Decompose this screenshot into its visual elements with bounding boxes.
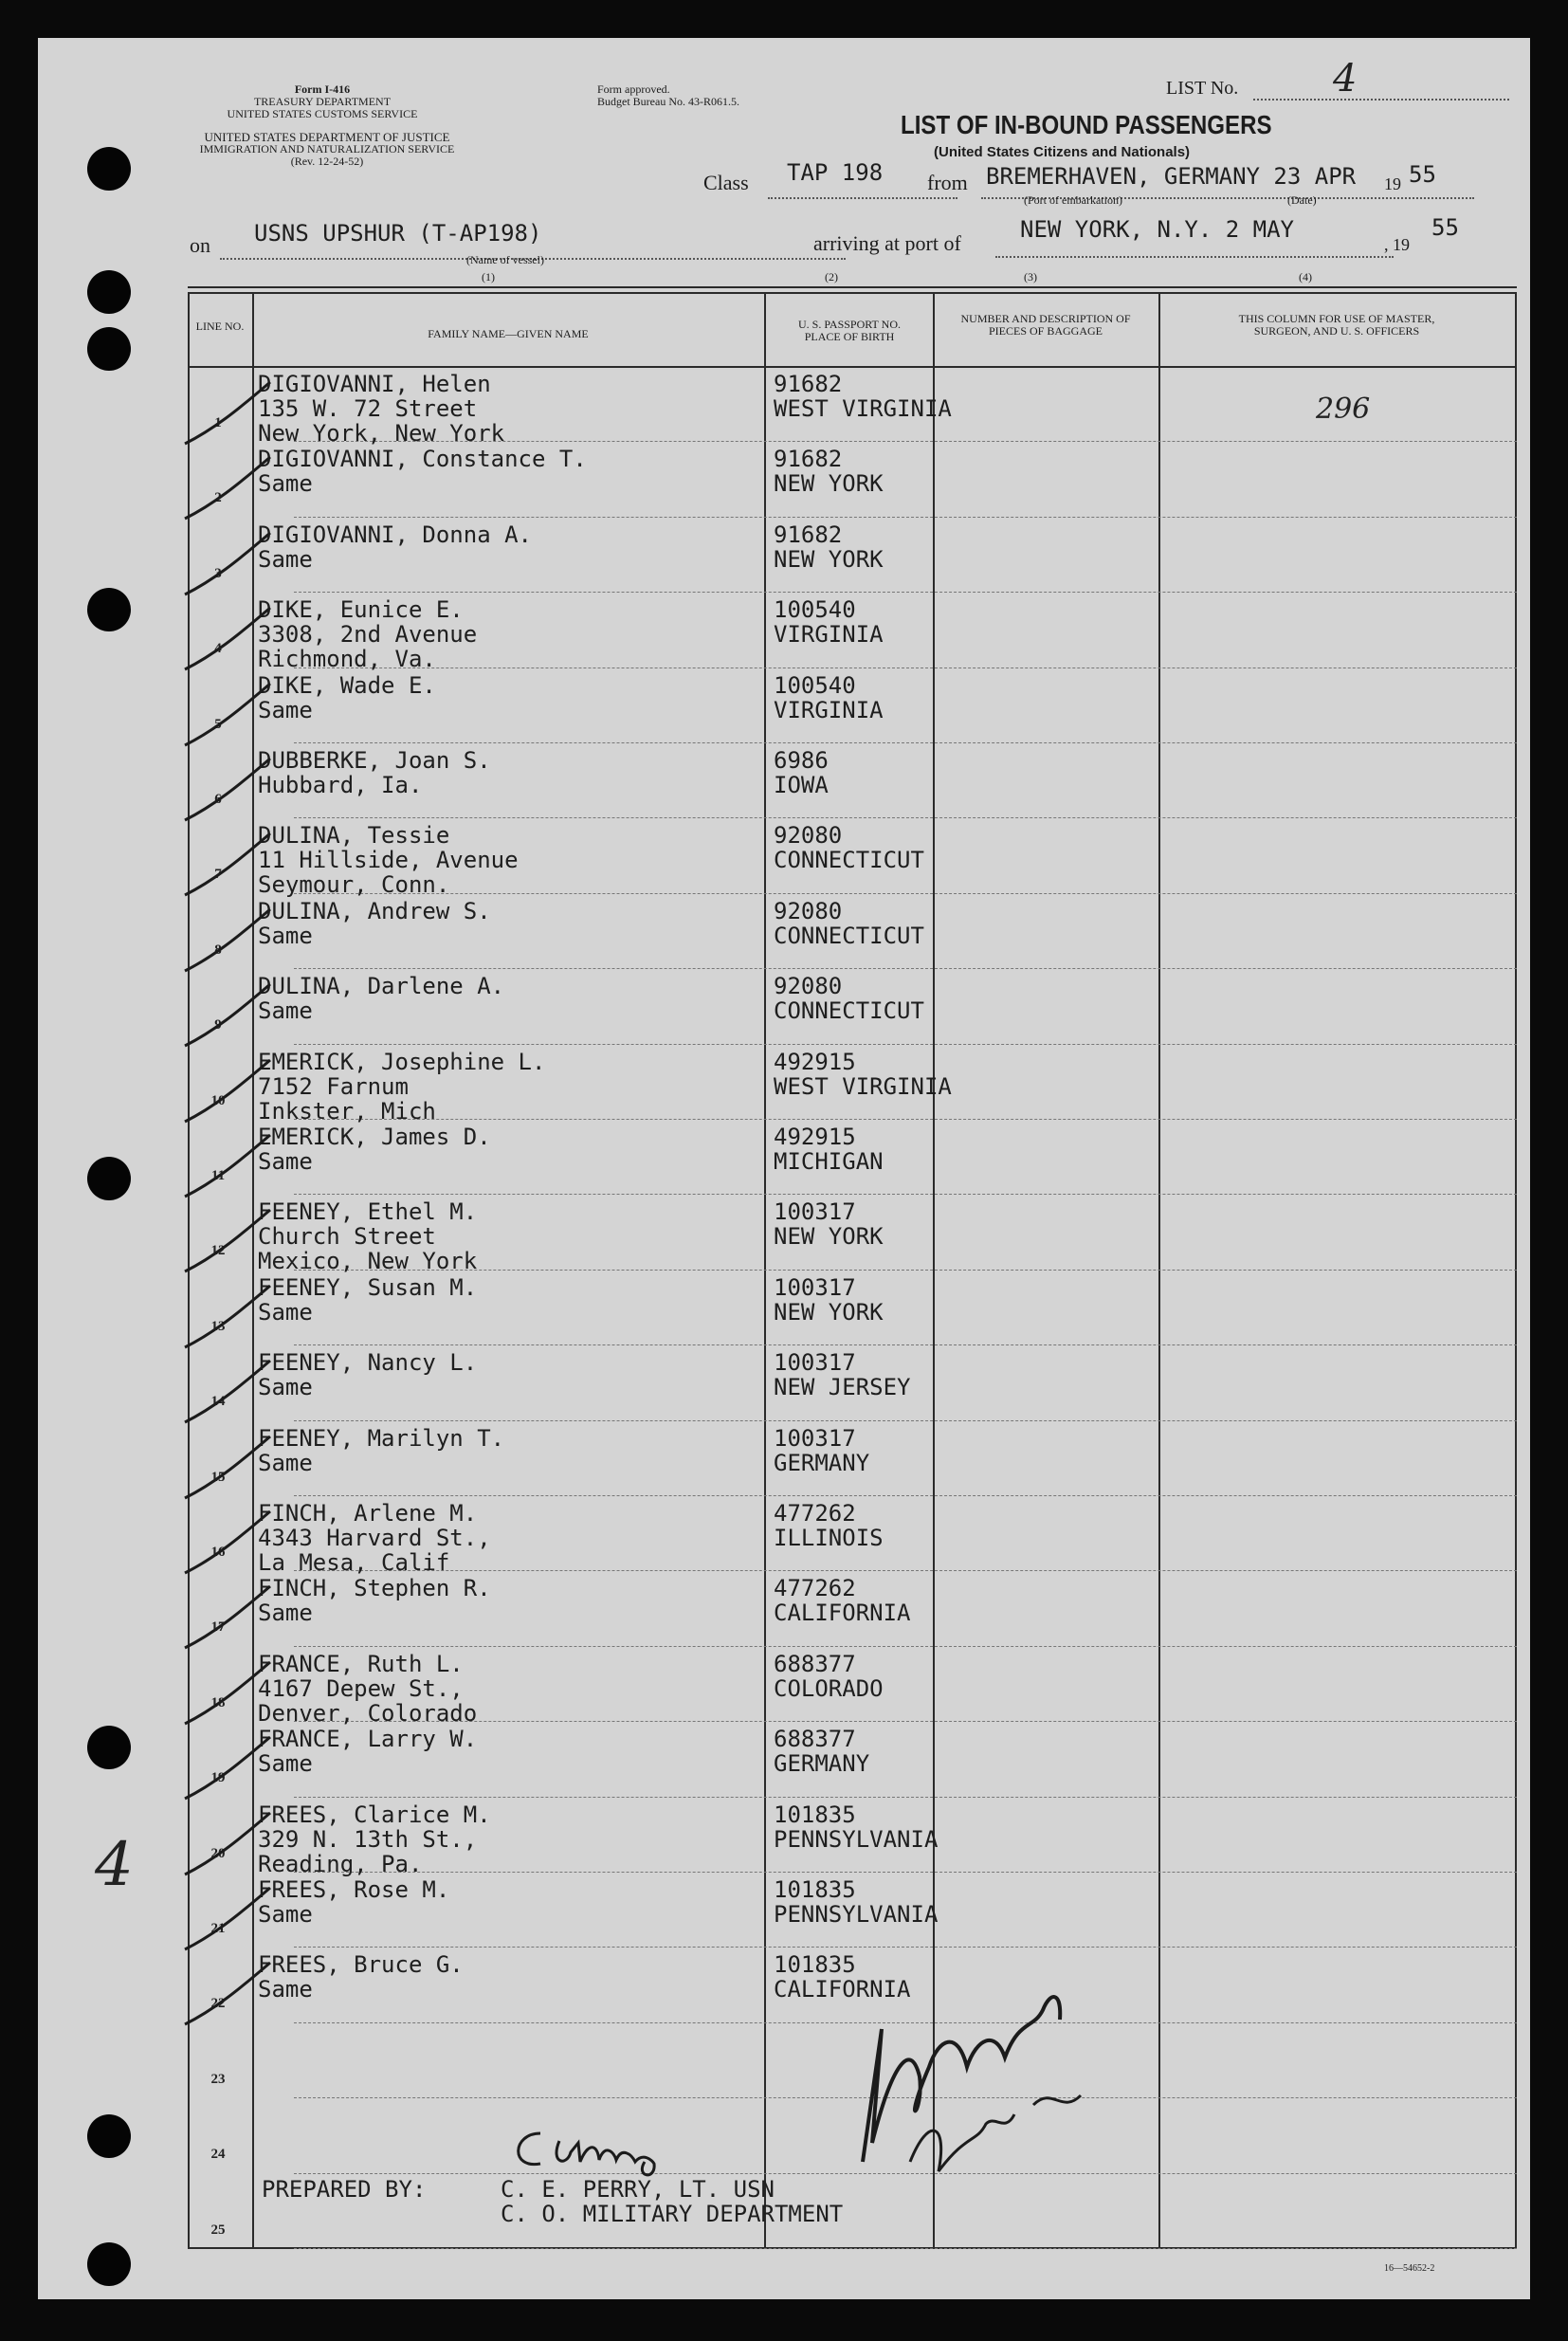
line-number: 12 bbox=[210, 1243, 226, 1259]
passenger-address-line: Seymour, Conn. bbox=[258, 871, 450, 899]
check-mark bbox=[180, 979, 275, 1055]
on-label: on bbox=[190, 233, 210, 257]
passport-number: 92080 bbox=[774, 973, 843, 1000]
passenger-name: FINCH, Arlene M. bbox=[258, 1500, 478, 1527]
row-separator bbox=[294, 1270, 1517, 1271]
passenger-address-line: 11 Hillside, Avenue bbox=[258, 847, 519, 874]
passenger-address-line: 135 W. 72 Street bbox=[258, 395, 478, 422]
check-mark bbox=[180, 679, 275, 755]
check-mark bbox=[180, 377, 275, 453]
line-number: 20 bbox=[210, 1845, 226, 1861]
passenger-name: DIKE, Wade E. bbox=[258, 671, 436, 699]
passport-number: 91682 bbox=[774, 446, 843, 473]
check-mark bbox=[180, 1281, 275, 1357]
passenger-name: EMERICK, Josephine L. bbox=[258, 1048, 546, 1075]
place-of-birth: WEST VIRGINIA bbox=[774, 1072, 952, 1100]
passenger-name: EMERICK, James D. bbox=[258, 1124, 491, 1150]
passport-number: 100317 bbox=[774, 1198, 856, 1226]
row-separator bbox=[294, 1194, 1517, 1195]
row-separator bbox=[294, 1872, 1517, 1873]
check-mark bbox=[180, 829, 275, 905]
passenger-manifest-page bbox=[38, 38, 1530, 2299]
check-mark bbox=[180, 754, 275, 830]
print-code: 16—54652-2 bbox=[1384, 2263, 1435, 2274]
header-name: FAMILY NAME—GIVEN NAME bbox=[428, 327, 589, 340]
passenger-address-line: Same bbox=[258, 1449, 313, 1476]
justice-dept: UNITED STATES DEPARTMENT OF JUSTICE bbox=[204, 130, 450, 144]
place-of-birth: CALIFORNIA bbox=[774, 1600, 911, 1627]
passenger-address-line: 3308, 2nd Avenue bbox=[258, 621, 478, 649]
passenger-name: FEENEY, Marilyn T. bbox=[258, 1424, 505, 1452]
row-separator bbox=[294, 1119, 1517, 1120]
row-separator bbox=[294, 817, 1517, 818]
line-number: 6 bbox=[214, 792, 222, 807]
date-caption: (Date) bbox=[1287, 193, 1317, 207]
passenger-address-line: Same bbox=[258, 1148, 313, 1175]
passenger-address-line: Denver, Colorado bbox=[258, 1699, 478, 1727]
passenger-address-line: Same bbox=[258, 470, 313, 498]
header-line-no: LINE NO. bbox=[195, 320, 245, 333]
vessel-caption: (Name of vessel) bbox=[466, 253, 544, 266]
passenger-address-line: Same bbox=[258, 1600, 313, 1627]
prepared-by-dept: C. O. MILITARY DEPARTMENT bbox=[501, 2201, 844, 2227]
place-of-birth: WEST VIRGINIA bbox=[774, 395, 952, 422]
line-number: 5 bbox=[214, 716, 222, 732]
line-number: 15 bbox=[210, 1469, 226, 1485]
form-approved: Form approved. bbox=[597, 82, 670, 96]
passenger-name: FEENEY, Susan M. bbox=[258, 1273, 478, 1301]
passenger-name: FREES, Bruce G. bbox=[258, 1951, 464, 1979]
passenger-name: DULINA, Andrew S. bbox=[258, 897, 491, 924]
passenger-name: FEENEY, Ethel M. bbox=[258, 1198, 478, 1226]
passenger-address-line: Same bbox=[258, 1976, 313, 2003]
line-number: 19 bbox=[210, 1770, 226, 1786]
punch-hole bbox=[87, 2242, 131, 2286]
passenger-address-line: Richmond, Va. bbox=[258, 646, 436, 673]
row-separator bbox=[294, 742, 1517, 743]
passenger-address-line: 329 N. 13th St., bbox=[258, 1825, 478, 1853]
passport-number: 91682 bbox=[774, 521, 843, 548]
page-subtitle: (United States Citizens and Nationals) bbox=[934, 144, 1191, 160]
place-of-birth: NEW YORK bbox=[774, 1223, 884, 1251]
check-mark bbox=[180, 1958, 275, 2034]
arrival-year: 55 bbox=[1431, 214, 1459, 241]
customs-service: UNITED STATES CUSTOMS SERVICE bbox=[227, 107, 418, 120]
passenger-name: DIGIOVANNI, Helen bbox=[258, 371, 491, 397]
place-of-birth: NEW JERSEY bbox=[774, 1374, 911, 1401]
passenger-address-line: Church Street bbox=[258, 1223, 436, 1251]
prepared-by-label: PREPARED BY: bbox=[262, 2176, 427, 2203]
passenger-name: DIKE, Eunice E. bbox=[258, 596, 464, 624]
row-separator bbox=[294, 517, 1517, 518]
place-of-birth: NEW YORK bbox=[774, 545, 884, 573]
passenger-name: FRANCE, Ruth L. bbox=[258, 1650, 464, 1677]
check-mark bbox=[180, 1582, 275, 1657]
row-separator bbox=[294, 968, 1517, 969]
punch-hole bbox=[87, 1157, 131, 1200]
passenger-address-line: Inkster, Mich bbox=[258, 1097, 436, 1125]
passenger-address-line: Reading, Pa. bbox=[258, 1850, 423, 1877]
line-number: 11 bbox=[210, 1168, 226, 1183]
place-of-birth: IOWA bbox=[774, 772, 829, 798]
check-mark bbox=[180, 905, 275, 980]
passport-number: 92080 bbox=[774, 822, 843, 850]
passport-number: 492915 bbox=[774, 1124, 856, 1150]
line-number: 21 bbox=[210, 1921, 226, 1936]
punch-hole bbox=[87, 270, 131, 314]
passenger-name: FINCH, Stephen R. bbox=[258, 1575, 491, 1602]
col-caption-2: (2) bbox=[825, 270, 838, 283]
passenger-name: FRANCE, Larry W. bbox=[258, 1726, 478, 1753]
place-of-birth: CONNECTICUT bbox=[774, 922, 924, 949]
passenger-name: DIGIOVANNI, Donna A. bbox=[258, 521, 532, 548]
prepared-by-signature bbox=[502, 2114, 787, 2181]
passport-number: 6986 bbox=[774, 747, 829, 774]
punch-hole bbox=[87, 588, 131, 631]
officer-signature bbox=[806, 1925, 1109, 2200]
passenger-address-line: New York, New York bbox=[258, 420, 505, 447]
passenger-address-line: Same bbox=[258, 545, 313, 573]
passport-number: 688377 bbox=[774, 1650, 856, 1677]
place-of-birth: CONNECTICUT bbox=[774, 847, 924, 874]
year-prefix: 19 bbox=[1384, 174, 1401, 193]
place-of-birth: CALIFORNIA bbox=[774, 1976, 911, 2003]
passport-number: 100317 bbox=[774, 1424, 856, 1452]
header-baggage: NUMBER AND DESCRIPTION OF PIECES OF BAGGAGE bbox=[960, 312, 1131, 338]
passenger-address-line: Same bbox=[258, 1750, 313, 1778]
check-mark bbox=[180, 1657, 275, 1733]
passport-number: 101835 bbox=[774, 1951, 856, 1979]
place-of-birth: ILLINOIS bbox=[774, 1525, 884, 1551]
col-caption-4: (4) bbox=[1299, 270, 1312, 283]
line-number: 8 bbox=[214, 942, 222, 958]
check-mark bbox=[180, 528, 275, 604]
place-of-birth: COLORADO bbox=[774, 1674, 884, 1702]
line-number: 23 bbox=[210, 2071, 226, 2087]
passenger-address-line: Same bbox=[258, 922, 313, 949]
passenger-address-line: Mexico, New York bbox=[258, 1248, 478, 1275]
check-mark bbox=[180, 1732, 275, 1808]
line-number: 1 bbox=[214, 415, 222, 430]
punch-hole bbox=[87, 1726, 131, 1769]
place-of-birth: VIRGINIA bbox=[774, 621, 884, 649]
line-number: 9 bbox=[214, 1017, 222, 1033]
line-number: 14 bbox=[210, 1394, 226, 1410]
class-label: Class bbox=[703, 171, 749, 194]
place-of-birth: GERMANY bbox=[774, 1449, 870, 1476]
row-separator bbox=[294, 1344, 1517, 1345]
passenger-address-line: Hubbard, Ia. bbox=[258, 772, 423, 798]
prepared-by-name: C. E. PERRY, LT. USN bbox=[501, 2176, 775, 2203]
passport-number: 101835 bbox=[774, 1801, 856, 1828]
row-separator bbox=[294, 893, 1517, 894]
margin-mark: 4 bbox=[95, 1830, 134, 1900]
passport-number: 100540 bbox=[774, 671, 856, 699]
form-revision: (Rev. 12-24-52) bbox=[290, 155, 364, 168]
passport-number: 101835 bbox=[774, 1876, 856, 1903]
passport-number: 688377 bbox=[774, 1726, 856, 1753]
place-of-birth: VIRGINIA bbox=[774, 696, 884, 723]
form-number: Form I-416 bbox=[294, 82, 351, 96]
officer-note: 296 bbox=[1316, 393, 1371, 426]
row-separator bbox=[294, 1495, 1517, 1496]
line-number: 10 bbox=[210, 1092, 226, 1108]
punch-hole bbox=[87, 147, 131, 191]
row-separator bbox=[294, 1420, 1517, 1421]
row-separator bbox=[294, 1721, 1517, 1722]
passport-number: 91682 bbox=[774, 371, 843, 397]
check-mark bbox=[180, 1883, 275, 1959]
check-mark bbox=[180, 1205, 275, 1281]
line-number: 18 bbox=[210, 1694, 226, 1710]
passenger-address-line: Same bbox=[258, 1298, 313, 1326]
passport-number: 477262 bbox=[774, 1500, 856, 1527]
treasury-dept: TREASURY DEPARTMENT bbox=[253, 95, 392, 108]
list-number-value: 4 bbox=[1333, 57, 1358, 101]
ins-service: IMMIGRATION AND NATURALIZATION SERVICE bbox=[199, 142, 455, 155]
passport-number: 477262 bbox=[774, 1575, 856, 1602]
embarkation-and-date: BREMERHAVEN, GERMANY 23 APR bbox=[986, 163, 1357, 190]
passenger-name: DIGIOVANNI, Constance T. bbox=[258, 446, 587, 473]
col-caption-1: (1) bbox=[482, 270, 495, 283]
passenger-name: DUBBERKE, Joan S. bbox=[258, 747, 491, 774]
row-separator bbox=[294, 1044, 1517, 1045]
place-of-birth: CONNECTICUT bbox=[774, 997, 924, 1025]
passenger-name: FREES, Clarice M. bbox=[258, 1801, 491, 1828]
passenger-address-line: Same bbox=[258, 1901, 313, 1928]
passport-number: 100317 bbox=[774, 1349, 856, 1377]
header-officers: THIS COLUMN FOR USE OF MASTER, SURGEON, AND U. S. OFFICERS bbox=[1238, 312, 1435, 338]
passenger-address-line: Same bbox=[258, 696, 313, 723]
punch-hole bbox=[87, 327, 131, 371]
line-number: 24 bbox=[210, 2147, 226, 2163]
place-of-birth: GERMANY bbox=[774, 1750, 870, 1778]
passenger-name: DULINA, Tessie bbox=[258, 822, 450, 850]
header-passport: U. S. PASSPORT NO. PLACE OF BIRTH bbox=[798, 318, 901, 343]
line-number: 17 bbox=[210, 1619, 226, 1636]
check-mark bbox=[180, 1808, 275, 1884]
passport-number: 492915 bbox=[774, 1048, 856, 1075]
place-of-birth: PENNSYLVANIA bbox=[774, 1901, 939, 1928]
passenger-address-line: La Mesa, Calif bbox=[258, 1549, 450, 1576]
arrival-year-prefix: , 19 bbox=[1384, 235, 1410, 254]
line-number: 16 bbox=[210, 1545, 226, 1560]
class-value: TAP 198 bbox=[787, 159, 884, 186]
row-separator bbox=[294, 1646, 1517, 1647]
check-mark bbox=[180, 1432, 275, 1508]
from-label: from bbox=[927, 171, 968, 194]
place-of-birth: PENNSYLVANIA bbox=[774, 1825, 939, 1853]
arrival-port: NEW YORK, N.Y. 2 MAY bbox=[1020, 216, 1294, 243]
passenger-address-line: Same bbox=[258, 1374, 313, 1401]
passenger-address-line: 7152 Farnum bbox=[258, 1072, 409, 1100]
row-separator bbox=[294, 2248, 1517, 2249]
line-number: 4 bbox=[214, 641, 222, 657]
port-embarkation-caption: (Port of embarkation) bbox=[1024, 193, 1122, 207]
year-value: 55 bbox=[1409, 161, 1436, 188]
check-mark bbox=[180, 603, 275, 679]
check-mark bbox=[180, 1356, 275, 1432]
line-number: 13 bbox=[210, 1318, 226, 1334]
passenger-address-line: 4167 Depew St., bbox=[258, 1674, 464, 1702]
col-caption-3: (3) bbox=[1024, 270, 1037, 283]
line-number: 25 bbox=[210, 2222, 226, 2238]
passenger-name: FREES, Rose M. bbox=[258, 1876, 450, 1903]
page-title: LIST OF IN-BOUND PASSENGERS bbox=[901, 110, 1272, 139]
passenger-address-line: 4343 Harvard St., bbox=[258, 1525, 491, 1551]
arriving-label: arriving at port of bbox=[813, 231, 961, 255]
place-of-birth: NEW YORK bbox=[774, 1298, 884, 1326]
check-mark bbox=[180, 1130, 275, 1206]
check-mark bbox=[180, 1507, 275, 1582]
passport-number: 92080 bbox=[774, 897, 843, 924]
row-separator bbox=[294, 1570, 1517, 1571]
list-number-label: LIST No. bbox=[1166, 78, 1239, 99]
check-mark bbox=[180, 1055, 275, 1131]
passport-number: 100317 bbox=[774, 1273, 856, 1301]
passenger-name: FEENEY, Nancy L. bbox=[258, 1349, 478, 1377]
line-number: 3 bbox=[214, 565, 222, 581]
punch-hole bbox=[87, 2114, 131, 2158]
line-number: 2 bbox=[214, 490, 222, 506]
line-number: 22 bbox=[210, 1996, 226, 2012]
passenger-name: DULINA, Darlene A. bbox=[258, 973, 505, 1000]
check-mark bbox=[180, 452, 275, 528]
budget-bureau: Budget Bureau No. 43-R061.5. bbox=[597, 95, 739, 108]
row-separator bbox=[294, 1797, 1517, 1798]
line-number: 7 bbox=[214, 867, 222, 883]
vessel-name: USNS UPSHUR (T-AP198) bbox=[254, 220, 542, 247]
place-of-birth: NEW YORK bbox=[774, 470, 884, 498]
row-separator bbox=[294, 592, 1517, 593]
passenger-address-line: Same bbox=[258, 997, 313, 1025]
place-of-birth: MICHIGAN bbox=[774, 1148, 884, 1175]
passport-number: 100540 bbox=[774, 596, 856, 624]
